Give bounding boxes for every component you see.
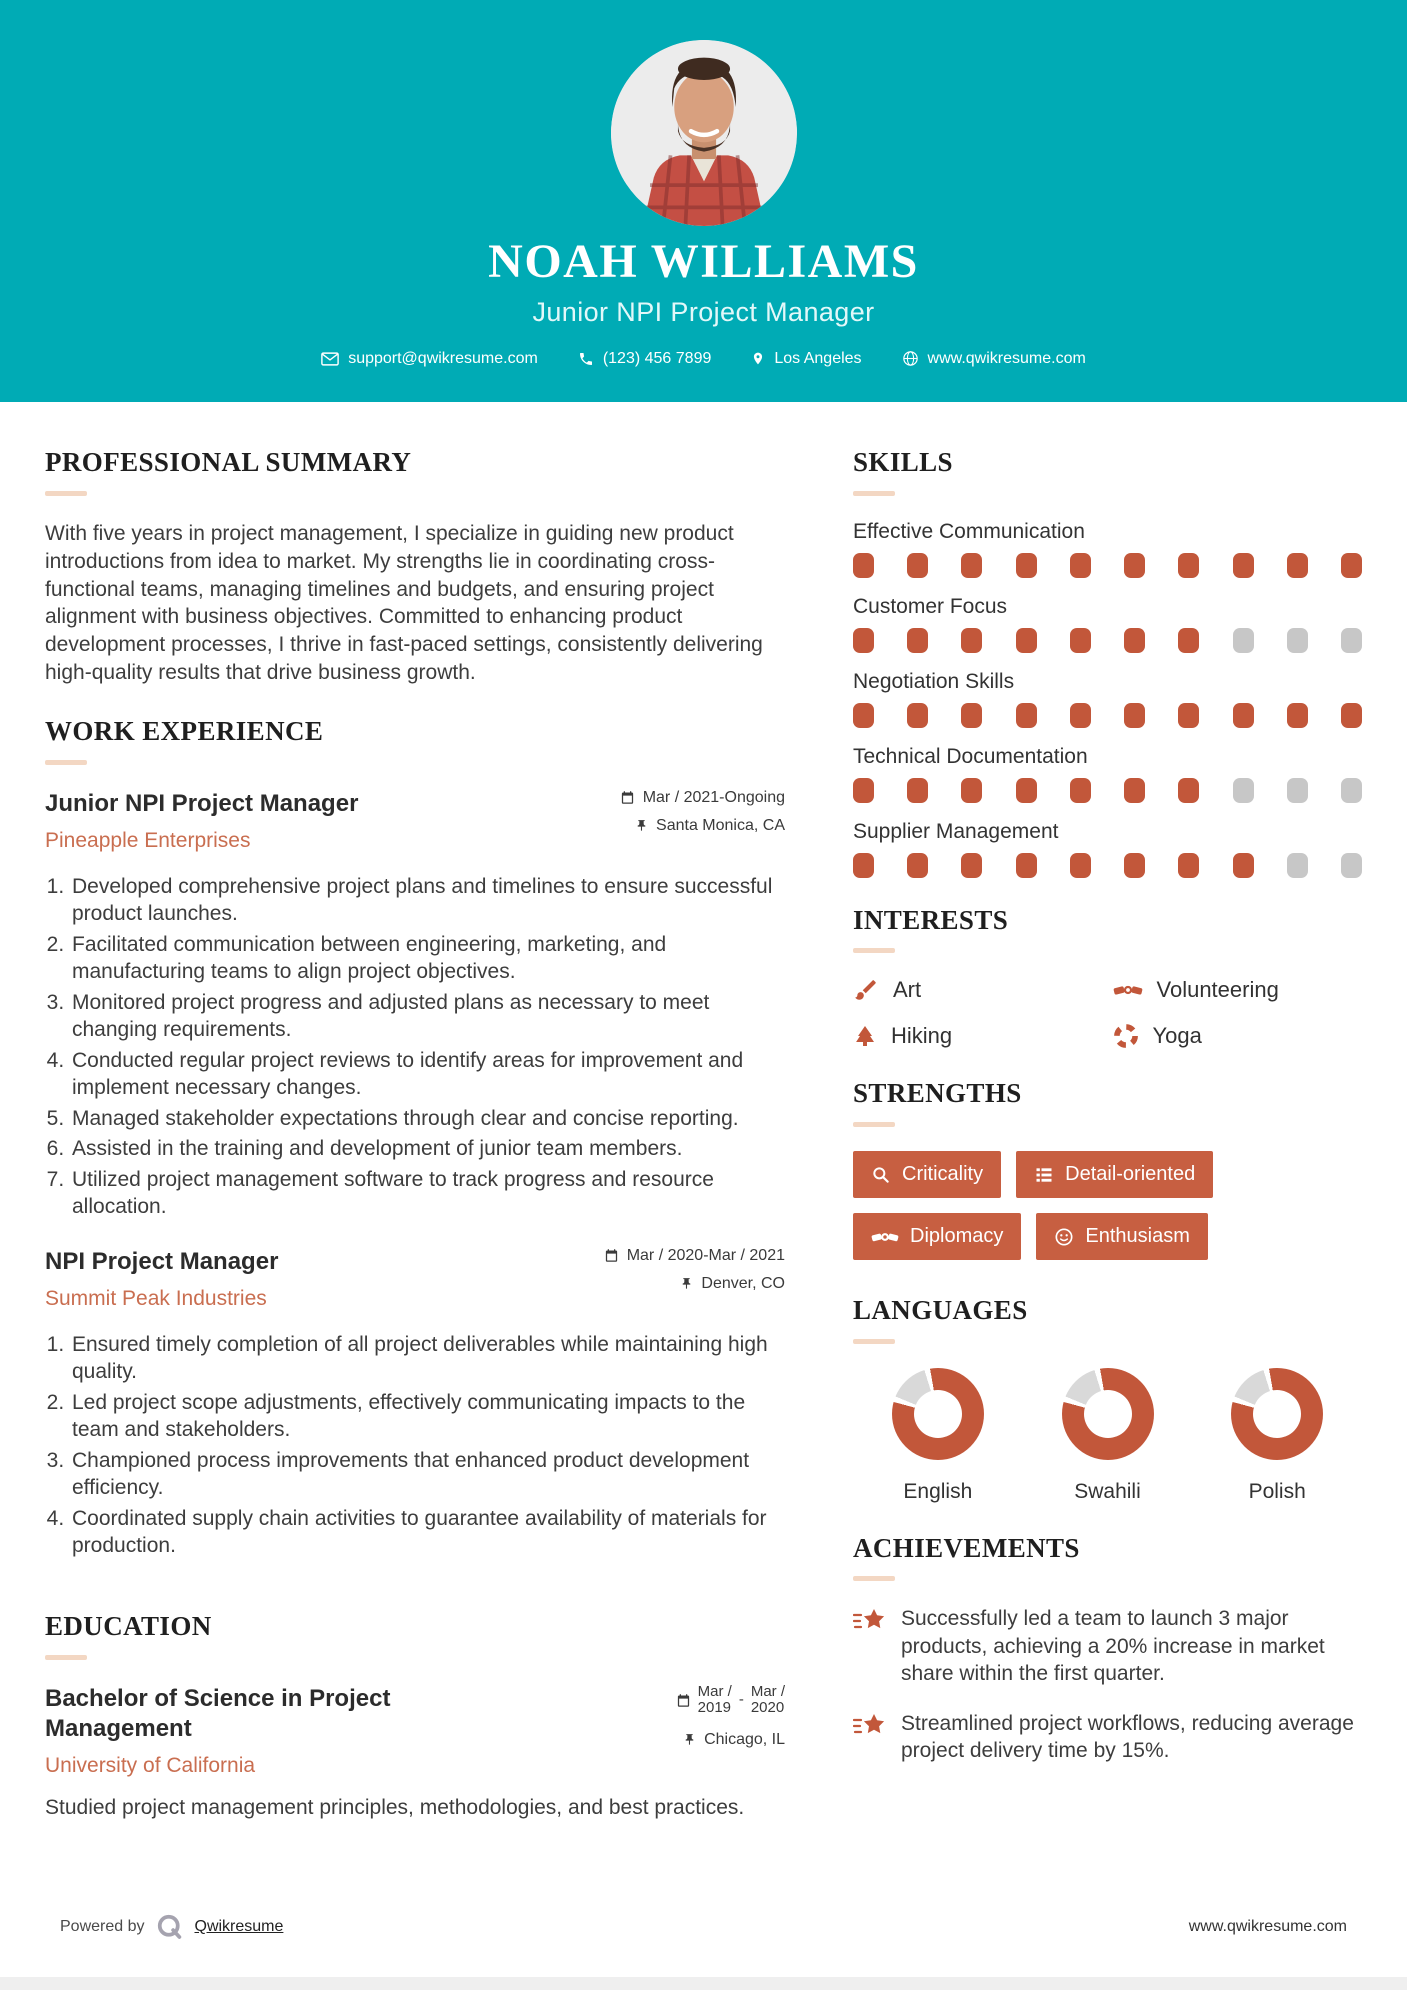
- left-column: [45, 448, 785, 1848]
- strength-chip: [1016, 1151, 1213, 1198]
- rating-dot-filled: [853, 553, 874, 578]
- right-column: [853, 448, 1362, 1848]
- job-entry: [45, 789, 785, 1221]
- job-title: NPI Project Manager: [45, 1247, 279, 1275]
- job-location: Santa Monica, CA: [656, 816, 785, 834]
- skill-row: [853, 595, 1362, 653]
- edu-date-end-year: 2020: [750, 1699, 785, 1717]
- education-entry: [45, 1684, 785, 1822]
- rating-dot-filled: [1178, 553, 1199, 578]
- school-name: University of California: [45, 1753, 256, 1777]
- rating-dot-filled: [1233, 553, 1254, 578]
- rating-dot-filled: [907, 853, 928, 878]
- rating-dot-empty: [1341, 853, 1362, 878]
- language-label: English: [903, 1479, 973, 1503]
- interest-item: [853, 977, 1103, 1003]
- envelope-icon: [321, 352, 339, 366]
- handshake-icon: [871, 1227, 899, 1247]
- job-bullet: 1. Developed comprehensive project plans and timelines to ensure successful product launches.: [70, 873, 785, 928]
- skills-heading: SKILLS: [853, 447, 953, 477]
- summary-heading: PROFESSIONAL SUMMARY: [45, 447, 412, 477]
- rating-dot-filled: [907, 703, 928, 728]
- contact-website[interactable]: [902, 350, 1086, 368]
- contact-email[interactable]: [321, 350, 538, 368]
- phone-icon: [578, 351, 594, 367]
- strength-label: Detail-oriented: [1065, 1163, 1196, 1186]
- rating-dot-filled: [1178, 628, 1199, 653]
- footer-site-url[interactable]: www.qwikresume.com: [1188, 1918, 1347, 1935]
- heading-rule: [853, 1122, 895, 1127]
- job-bullet: 5. Managed stakeholder expectations through clear and concise reporting.: [70, 1105, 785, 1133]
- rating-dot-filled: [1287, 703, 1308, 728]
- heading-rule: [853, 1576, 895, 1581]
- job-location: Denver, CO: [701, 1274, 785, 1292]
- contact-phone: [578, 350, 712, 368]
- skill-row: [853, 520, 1362, 578]
- heading-rule: [853, 491, 895, 496]
- profile-photo-illustration: [611, 40, 797, 226]
- heading-rule: [45, 1655, 87, 1660]
- interest-item: [1113, 977, 1363, 1003]
- edu-date-start-year: 2019: [697, 1699, 732, 1717]
- language-item: [1023, 1368, 1193, 1504]
- rating-dot-filled: [907, 553, 928, 578]
- interest-item: [1113, 1023, 1363, 1049]
- interests-heading: INTERESTS: [853, 904, 1009, 935]
- strength-label: Criticality: [902, 1163, 984, 1186]
- degree-title: Bachelor of Science in Project Management: [45, 1684, 391, 1742]
- rating-dot-filled: [1178, 703, 1199, 728]
- achievement-text: Streamlined project workflows, reducing average project delivery time by 15%.: [901, 1711, 1354, 1763]
- achievement-item: [853, 1605, 1362, 1688]
- edu-location: Chicago, IL: [704, 1730, 785, 1748]
- smiley-icon: [1054, 1227, 1074, 1247]
- language-label: Polish: [1248, 1479, 1306, 1503]
- handshake-icon: [1113, 979, 1143, 1001]
- calendar-icon: [620, 790, 635, 805]
- job-bullet: 4. Conducted regular project reviews to identify areas for improvement and implement necessary changes.: [70, 1047, 785, 1102]
- profile-photo: [611, 40, 797, 226]
- rating-dot-empty: [1287, 778, 1308, 803]
- skill-name: Negotiation Skills: [853, 669, 1015, 693]
- footer: [60, 1912, 1347, 1942]
- globe-icon: [902, 350, 919, 367]
- qwikresume-link[interactable]: Qwikresume: [194, 1918, 284, 1935]
- pushpin-icon: [680, 1276, 693, 1291]
- language-item: [1192, 1368, 1362, 1504]
- strength-chip: [1036, 1213, 1208, 1260]
- contact-location-text: Los Angeles: [774, 349, 862, 367]
- skill-row: [853, 820, 1362, 878]
- interest-item: [853, 1023, 1103, 1049]
- rating-dot-empty: [1341, 778, 1362, 803]
- work-heading: WORK EXPERIENCE: [45, 716, 324, 747]
- rating-dot-filled: [961, 778, 982, 803]
- skill-row: [853, 670, 1362, 728]
- job-bullet: 3. Championed process improvements that enhanced product development efficiency.: [70, 1447, 785, 1502]
- rating-dot-empty: [1287, 853, 1308, 878]
- pushpin-icon: [683, 1732, 696, 1747]
- rating-dot-filled: [1016, 853, 1037, 878]
- achievement-text: Successfully led a team to launch 3 major products, achieving a 20% increase in market share within the first quarter.: [901, 1607, 1325, 1686]
- language-donut: [892, 1368, 984, 1460]
- interest-label: Volunteering: [1156, 977, 1279, 1003]
- job-bullet: 4. Coordinated supply chain activities to guarantee availability of materials for production.: [70, 1505, 785, 1560]
- lifebuoy-icon: [1113, 1023, 1139, 1049]
- summary-text: With five years in project management, I specialize in guiding new product introductions from idea to market. My strengths lie in coordinating cross-functional teams, managing timelines and budgets, and ensuring project alignment with business objectives. Committed to enhancing product development processes, I thrive in fast-paced settings, consistently delivering high-quality results that drive business growth.: [45, 521, 763, 685]
- list-icon: [1034, 1165, 1054, 1185]
- content-columns: [0, 402, 1407, 1848]
- rating-dot-filled: [961, 553, 982, 578]
- rating-dot-filled: [853, 778, 874, 803]
- heading-rule: [853, 1339, 895, 1344]
- rating-dot-filled: [1124, 778, 1145, 803]
- job-bullet: 3. Monitored project progress and adjusted plans as necessary to meet changing requirements.: [70, 989, 785, 1044]
- map-pin-icon: [751, 350, 765, 367]
- skill-row: [853, 745, 1362, 803]
- powered-by-label: Powered by: [60, 1918, 145, 1935]
- skill-name: Effective Communication: [853, 519, 1085, 543]
- pushpin-icon: [635, 818, 648, 833]
- edu-date-separator: -: [738, 1690, 744, 1708]
- calendar-icon: [604, 1248, 619, 1263]
- rating-dot-filled: [1341, 553, 1362, 578]
- strength-chip: [853, 1151, 1001, 1198]
- rating-dot-filled: [1070, 853, 1091, 878]
- rating-dot-filled: [853, 703, 874, 728]
- job-company: Pineapple Enterprises: [45, 828, 251, 852]
- skill-rating-dots: [853, 853, 1362, 878]
- job-company: Summit Peak Industries: [45, 1286, 267, 1310]
- rating-dot-filled: [1124, 703, 1145, 728]
- rating-dot-filled: [1016, 628, 1037, 653]
- language-donut: [1231, 1368, 1323, 1460]
- interest-label: Yoga: [1152, 1023, 1202, 1049]
- edu-date-end-month: Mar /: [750, 1682, 785, 1700]
- job-bullet: 6. Assisted in the training and development of junior team members.: [70, 1135, 785, 1163]
- rating-dot-filled: [1124, 553, 1145, 578]
- paintbrush-icon: [853, 977, 879, 1003]
- job-dates: Mar / 2021-Ongoing: [642, 788, 785, 806]
- skill-rating-dots: [853, 703, 1362, 728]
- skill-name: Technical Documentation: [853, 744, 1088, 768]
- magnifier-icon: [871, 1165, 891, 1185]
- language-donut: [1062, 1368, 1154, 1460]
- contact-email-text: support@qwikresume.com: [348, 349, 538, 367]
- rating-dot-filled: [1070, 628, 1091, 653]
- rating-dot-filled: [1287, 553, 1308, 578]
- rating-dot-filled: [961, 628, 982, 653]
- interest-label: Hiking: [891, 1023, 953, 1049]
- job-bullet: 1. Ensured timely completion of all project deliverables while maintaining high quality.: [70, 1331, 785, 1386]
- rating-dot-filled: [961, 853, 982, 878]
- contact-website-text: www.qwikresume.com: [927, 349, 1086, 367]
- qwikresume-logo: [155, 1912, 185, 1942]
- rating-dot-filled: [1341, 703, 1362, 728]
- shooting-star-icon: [853, 1607, 887, 1637]
- rating-dot-filled: [907, 628, 928, 653]
- job-title: Junior NPI Project Manager: [45, 789, 359, 817]
- rating-dot-empty: [1341, 628, 1362, 653]
- languages-row: [853, 1368, 1362, 1504]
- rating-dot-filled: [1233, 703, 1254, 728]
- education-heading: EDUCATION: [45, 1610, 212, 1641]
- strength-label: Diplomacy: [910, 1225, 1004, 1248]
- rating-dot-empty: [1233, 628, 1254, 653]
- contact-location: [751, 350, 861, 368]
- edu-date-start-month: Mar /: [697, 1682, 732, 1700]
- rating-dot-filled: [1016, 703, 1037, 728]
- job-entry: [45, 1247, 785, 1560]
- rating-dot-filled: [853, 853, 874, 878]
- interests-grid: [853, 977, 1362, 1049]
- job-bullet-list: [45, 1331, 785, 1560]
- powered-by: [60, 1912, 283, 1942]
- job-bullet-list: [45, 873, 785, 1221]
- candidate-job-title: Junior NPI Project Manager: [532, 296, 875, 327]
- job-dates: Mar / 2020-Mar / 2021: [626, 1246, 785, 1264]
- page-bottom-strip: [0, 1977, 1407, 1990]
- rating-dot-filled: [1124, 628, 1145, 653]
- job-bullet: 2. Facilitated communication between engineering, marketing, and manufacturing teams to align project objectives.: [70, 931, 785, 986]
- skill-rating-dots: [853, 553, 1362, 578]
- heading-rule: [45, 491, 87, 496]
- contact-phone-text: (123) 456 7899: [602, 349, 712, 367]
- rating-dot-filled: [1233, 853, 1254, 878]
- skill-rating-dots: [853, 628, 1362, 653]
- candidate-name: NOAH WILLIAMS: [488, 235, 919, 288]
- job-bullet: 7. Utilized project management software to track progress and resource allocation.: [70, 1166, 785, 1221]
- achievements-heading: ACHIEVEMENTS: [853, 1532, 1080, 1563]
- rating-dot-filled: [961, 703, 982, 728]
- strength-label: Enthusiasm: [1085, 1225, 1190, 1248]
- rating-dot-filled: [1070, 553, 1091, 578]
- interest-label: Art: [893, 977, 922, 1003]
- skill-name: Supplier Management: [853, 819, 1059, 843]
- education-description: Studied project management principles, methodologies, and best practices.: [45, 1795, 745, 1819]
- languages-heading: LANGUAGES: [853, 1295, 1028, 1326]
- shooting-star-icon: [853, 1712, 887, 1742]
- language-label: Swahili: [1074, 1479, 1141, 1503]
- strength-chip: [853, 1213, 1021, 1260]
- achievement-item: [853, 1710, 1362, 1765]
- rating-dot-filled: [1070, 703, 1091, 728]
- rating-dot-filled: [1070, 778, 1091, 803]
- rating-dot-empty: [1287, 628, 1308, 653]
- header-band: [0, 0, 1407, 402]
- strengths-list: [853, 1151, 1362, 1260]
- rating-dot-filled: [1016, 553, 1037, 578]
- pine-tree-icon: [853, 1023, 877, 1049]
- job-bullet: 2. Led project scope adjustments, effectively communicating impacts to the team and stakeholders.: [70, 1389, 785, 1444]
- rating-dot-empty: [1233, 778, 1254, 803]
- heading-rule: [853, 948, 895, 953]
- contact-row: [308, 350, 1099, 368]
- rating-dot-filled: [1124, 853, 1145, 878]
- rating-dot-filled: [1178, 853, 1199, 878]
- strengths-heading: STRENGTHS: [853, 1078, 1022, 1109]
- skill-name: Customer Focus: [853, 594, 1008, 618]
- language-item: [853, 1368, 1023, 1504]
- rating-dot-filled: [1016, 778, 1037, 803]
- rating-dot-filled: [1178, 778, 1199, 803]
- rating-dot-filled: [907, 778, 928, 803]
- skill-rating-dots: [853, 778, 1362, 803]
- calendar-icon: [676, 1693, 691, 1708]
- heading-rule: [45, 760, 87, 765]
- rating-dot-filled: [853, 628, 874, 653]
